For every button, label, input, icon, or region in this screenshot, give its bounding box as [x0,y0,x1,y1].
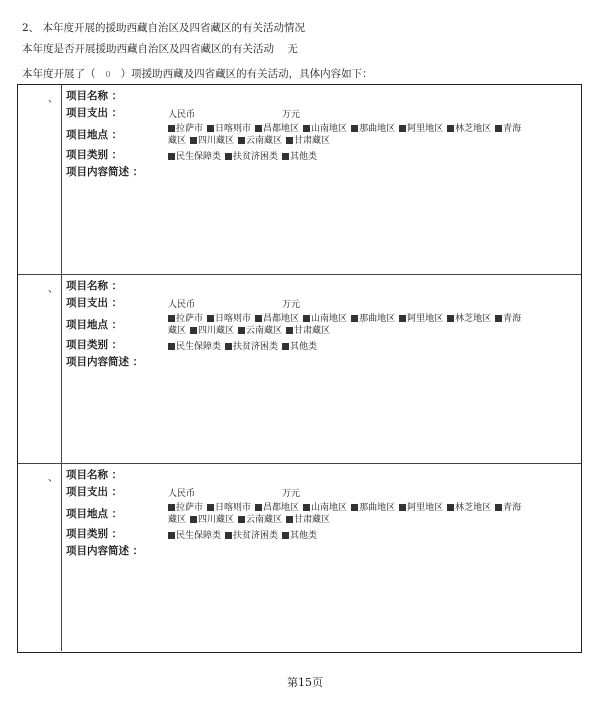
location-option[interactable] [286,512,330,525]
checkbox-icon[interactable] [303,504,310,511]
count-value: 0 [105,70,111,79]
location-option[interactable] [399,311,443,324]
category-option[interactable] [168,339,221,352]
checkbox-icon[interactable] [495,125,502,132]
checkbox-icon[interactable] [238,516,245,523]
row-bullet: 、 [48,473,58,484]
location-option-label: 藏区 [168,136,187,146]
section-title: 2、 本年度开展的援助西藏自治区及四省藏区的有关活动情况 [22,22,306,34]
page-number: 第15页 [287,676,323,689]
category-option[interactable] [168,149,221,162]
location-option-label: 阿里地区 [407,314,444,324]
location-option-label: 阿里地区 [407,503,444,513]
location-option-label: 山南地区 [311,124,348,134]
location-option[interactable] [238,133,282,146]
project-location-label: 项目地点 ： [66,319,123,331]
currency-label: 人民币 [168,489,196,499]
location-option-label: 云南藏区 [246,326,283,336]
location-option-label: 甘肃藏区 [294,136,331,146]
location-options-line2 [168,133,334,146]
location-option-label: 昌都地区 [263,314,300,324]
category-options [168,149,321,162]
project-category-label: 项目类别 ： [66,528,123,540]
category-option-label: 扶贫济困类 [233,152,279,162]
project-name-label: 项目名称 ： [66,469,123,481]
project-expense-label: 项目支出 ： [66,107,123,119]
checkbox-icon[interactable] [190,516,197,523]
location-option-label: 藏区 [168,326,187,336]
location-option-label: 四川藏区 [198,326,235,336]
question-answer: 无 [287,43,298,55]
unit-label: 万元 [282,110,301,120]
category-option[interactable] [225,339,278,352]
checkbox-icon[interactable] [303,315,310,322]
location-option[interactable] [495,121,521,134]
project-location-label: 项目地点 ： [66,129,123,141]
location-option-label: 阿里地区 [407,124,444,134]
location-option-label: 四川藏区 [198,515,235,525]
column-divider [61,464,62,651]
project-category-label: 项目类别 ： [66,339,123,351]
unit-label: 万元 [282,300,301,310]
category-option[interactable] [225,528,278,541]
location-option-label: 藏区 [168,515,187,525]
location-option-label: 云南藏区 [246,515,283,525]
question-line [22,41,298,56]
location-option-label: 山南地区 [311,314,348,324]
location-option-label: 青海 [503,503,522,513]
location-option [168,512,186,525]
category-option-label: 民生保障类 [176,531,222,541]
location-option[interactable] [351,311,395,324]
checkbox-icon[interactable] [303,125,310,132]
project-description-label: 项目内容简述 ： [66,166,144,178]
location-option[interactable] [238,512,282,525]
checkbox-icon[interactable] [168,504,175,511]
project-row [18,85,581,274]
location-option-label: 青海 [503,124,522,134]
location-option[interactable] [399,121,443,134]
location-option-label: 日喀则市 [215,503,252,513]
location-option-label: 日喀则市 [215,314,252,324]
location-option-label: 林芝地区 [455,314,492,324]
category-options [168,339,321,352]
location-option[interactable] [351,121,395,134]
checkbox-icon[interactable] [168,125,175,132]
location-option-label: 那曲地区 [359,314,396,324]
location-option-label: 甘肃藏区 [294,515,331,525]
category-option-label: 扶贫济困类 [233,531,279,541]
checkbox-icon[interactable] [351,504,358,511]
checkbox-icon[interactable] [190,137,197,144]
checkbox-icon[interactable] [351,125,358,132]
location-option[interactable] [190,323,234,336]
location-option-label: 昌都地区 [263,124,300,134]
checkbox-icon[interactable] [190,327,197,334]
location-option[interactable] [447,500,491,513]
project-expense-label: 项目支出 ： [66,486,123,498]
checkbox-icon[interactable] [168,343,175,350]
column-divider [61,85,62,274]
count-prefix: 本年度开展了（ [22,68,96,80]
category-option[interactable] [282,528,317,541]
category-option[interactable] [282,149,317,162]
project-name-label: 项目名称 ： [66,90,123,102]
checkbox-icon[interactable] [495,315,502,322]
location-option[interactable] [351,500,395,513]
project-row [18,463,581,651]
category-option[interactable] [168,528,221,541]
checkbox-icon[interactable] [282,532,289,539]
currency-label: 人民币 [168,110,196,120]
project-name-label: 项目名称 ： [66,280,123,292]
location-option[interactable] [286,323,330,336]
location-option-label: 昌都地区 [263,503,300,513]
location-options-line2 [168,512,334,525]
question-text: 本年度是否开展援助西藏自治区及四省藏区的有关活动 [22,43,274,55]
location-options-line2 [168,323,334,336]
location-option[interactable] [190,133,234,146]
checkbox-icon[interactable] [168,532,175,539]
checkbox-icon[interactable] [255,504,262,511]
checkbox-icon[interactable] [168,153,175,160]
unit-label: 万元 [282,489,301,499]
checkbox-icon[interactable] [225,153,232,160]
category-option-label: 其他类 [290,342,318,352]
count-line [22,66,373,81]
checkbox-icon[interactable] [447,315,454,322]
checkbox-icon[interactable] [399,504,406,511]
location-option[interactable] [238,323,282,336]
projects-table [17,84,582,653]
checkbox-icon[interactable] [255,315,262,322]
location-option[interactable] [495,500,521,513]
count-suffix: ）项援助西藏及四省藏区的有关活动，具体内容如下： [120,68,373,80]
location-option-label: 拉萨市 [176,314,204,324]
checkbox-icon[interactable] [225,532,232,539]
location-option-label: 云南藏区 [246,136,283,146]
location-option[interactable] [399,500,443,513]
location-option[interactable] [447,311,491,324]
checkbox-icon[interactable] [447,125,454,132]
checkbox-icon[interactable] [399,315,406,322]
checkbox-icon[interactable] [282,343,289,350]
project-category-label: 项目类别 ： [66,149,123,161]
checkbox-icon[interactable] [225,343,232,350]
location-option-label: 山南地区 [311,503,348,513]
checkbox-icon[interactable] [238,327,245,334]
project-row [18,274,581,463]
category-option[interactable] [225,149,278,162]
checkbox-icon[interactable] [207,125,214,132]
location-option-label: 四川藏区 [198,136,235,146]
category-option[interactable] [282,339,317,352]
location-option[interactable] [495,311,521,324]
currency-label: 人民币 [168,300,196,310]
row-bullet: 、 [48,284,58,295]
project-expense-label: 项目支出 ： [66,297,123,309]
checkbox-icon[interactable] [286,327,293,334]
checkbox-icon[interactable] [207,504,214,511]
location-option-label: 那曲地区 [359,503,396,513]
column-divider [61,275,62,463]
project-location-label: 项目地点 ： [66,508,123,520]
location-option-label: 林芝地区 [455,124,492,134]
checkbox-icon[interactable] [495,504,502,511]
row-bullet: 、 [48,94,58,105]
checkbox-icon[interactable] [286,137,293,144]
location-option[interactable] [286,133,330,146]
checkbox-icon[interactable] [238,137,245,144]
category-option-label: 民生保障类 [176,152,222,162]
location-option-label: 拉萨市 [176,124,204,134]
project-description-label: 项目内容简述 ： [66,545,144,557]
location-option-label: 林芝地区 [455,503,492,513]
checkbox-icon[interactable] [282,153,289,160]
location-option [168,323,186,336]
category-options [168,528,321,541]
location-option-label: 那曲地区 [359,124,396,134]
location-option[interactable] [190,512,234,525]
category-option-label: 其他类 [290,152,318,162]
location-option-label: 拉萨市 [176,503,204,513]
category-option-label: 扶贫济困类 [233,342,279,352]
category-option-label: 民生保障类 [176,342,222,352]
location-option[interactable] [447,121,491,134]
checkbox-icon[interactable] [447,504,454,511]
location-option-label: 甘肃藏区 [294,326,331,336]
checkbox-icon[interactable] [255,125,262,132]
location-option-label: 日喀则市 [215,124,252,134]
checkbox-icon[interactable] [399,125,406,132]
checkbox-icon[interactable] [168,315,175,322]
checkbox-icon[interactable] [351,315,358,322]
project-description-label: 项目内容简述 ： [66,356,144,368]
location-option-label: 青海 [503,314,522,324]
category-option-label: 其他类 [290,531,318,541]
checkbox-icon[interactable] [207,315,214,322]
location-option [168,133,186,146]
checkbox-icon[interactable] [286,516,293,523]
